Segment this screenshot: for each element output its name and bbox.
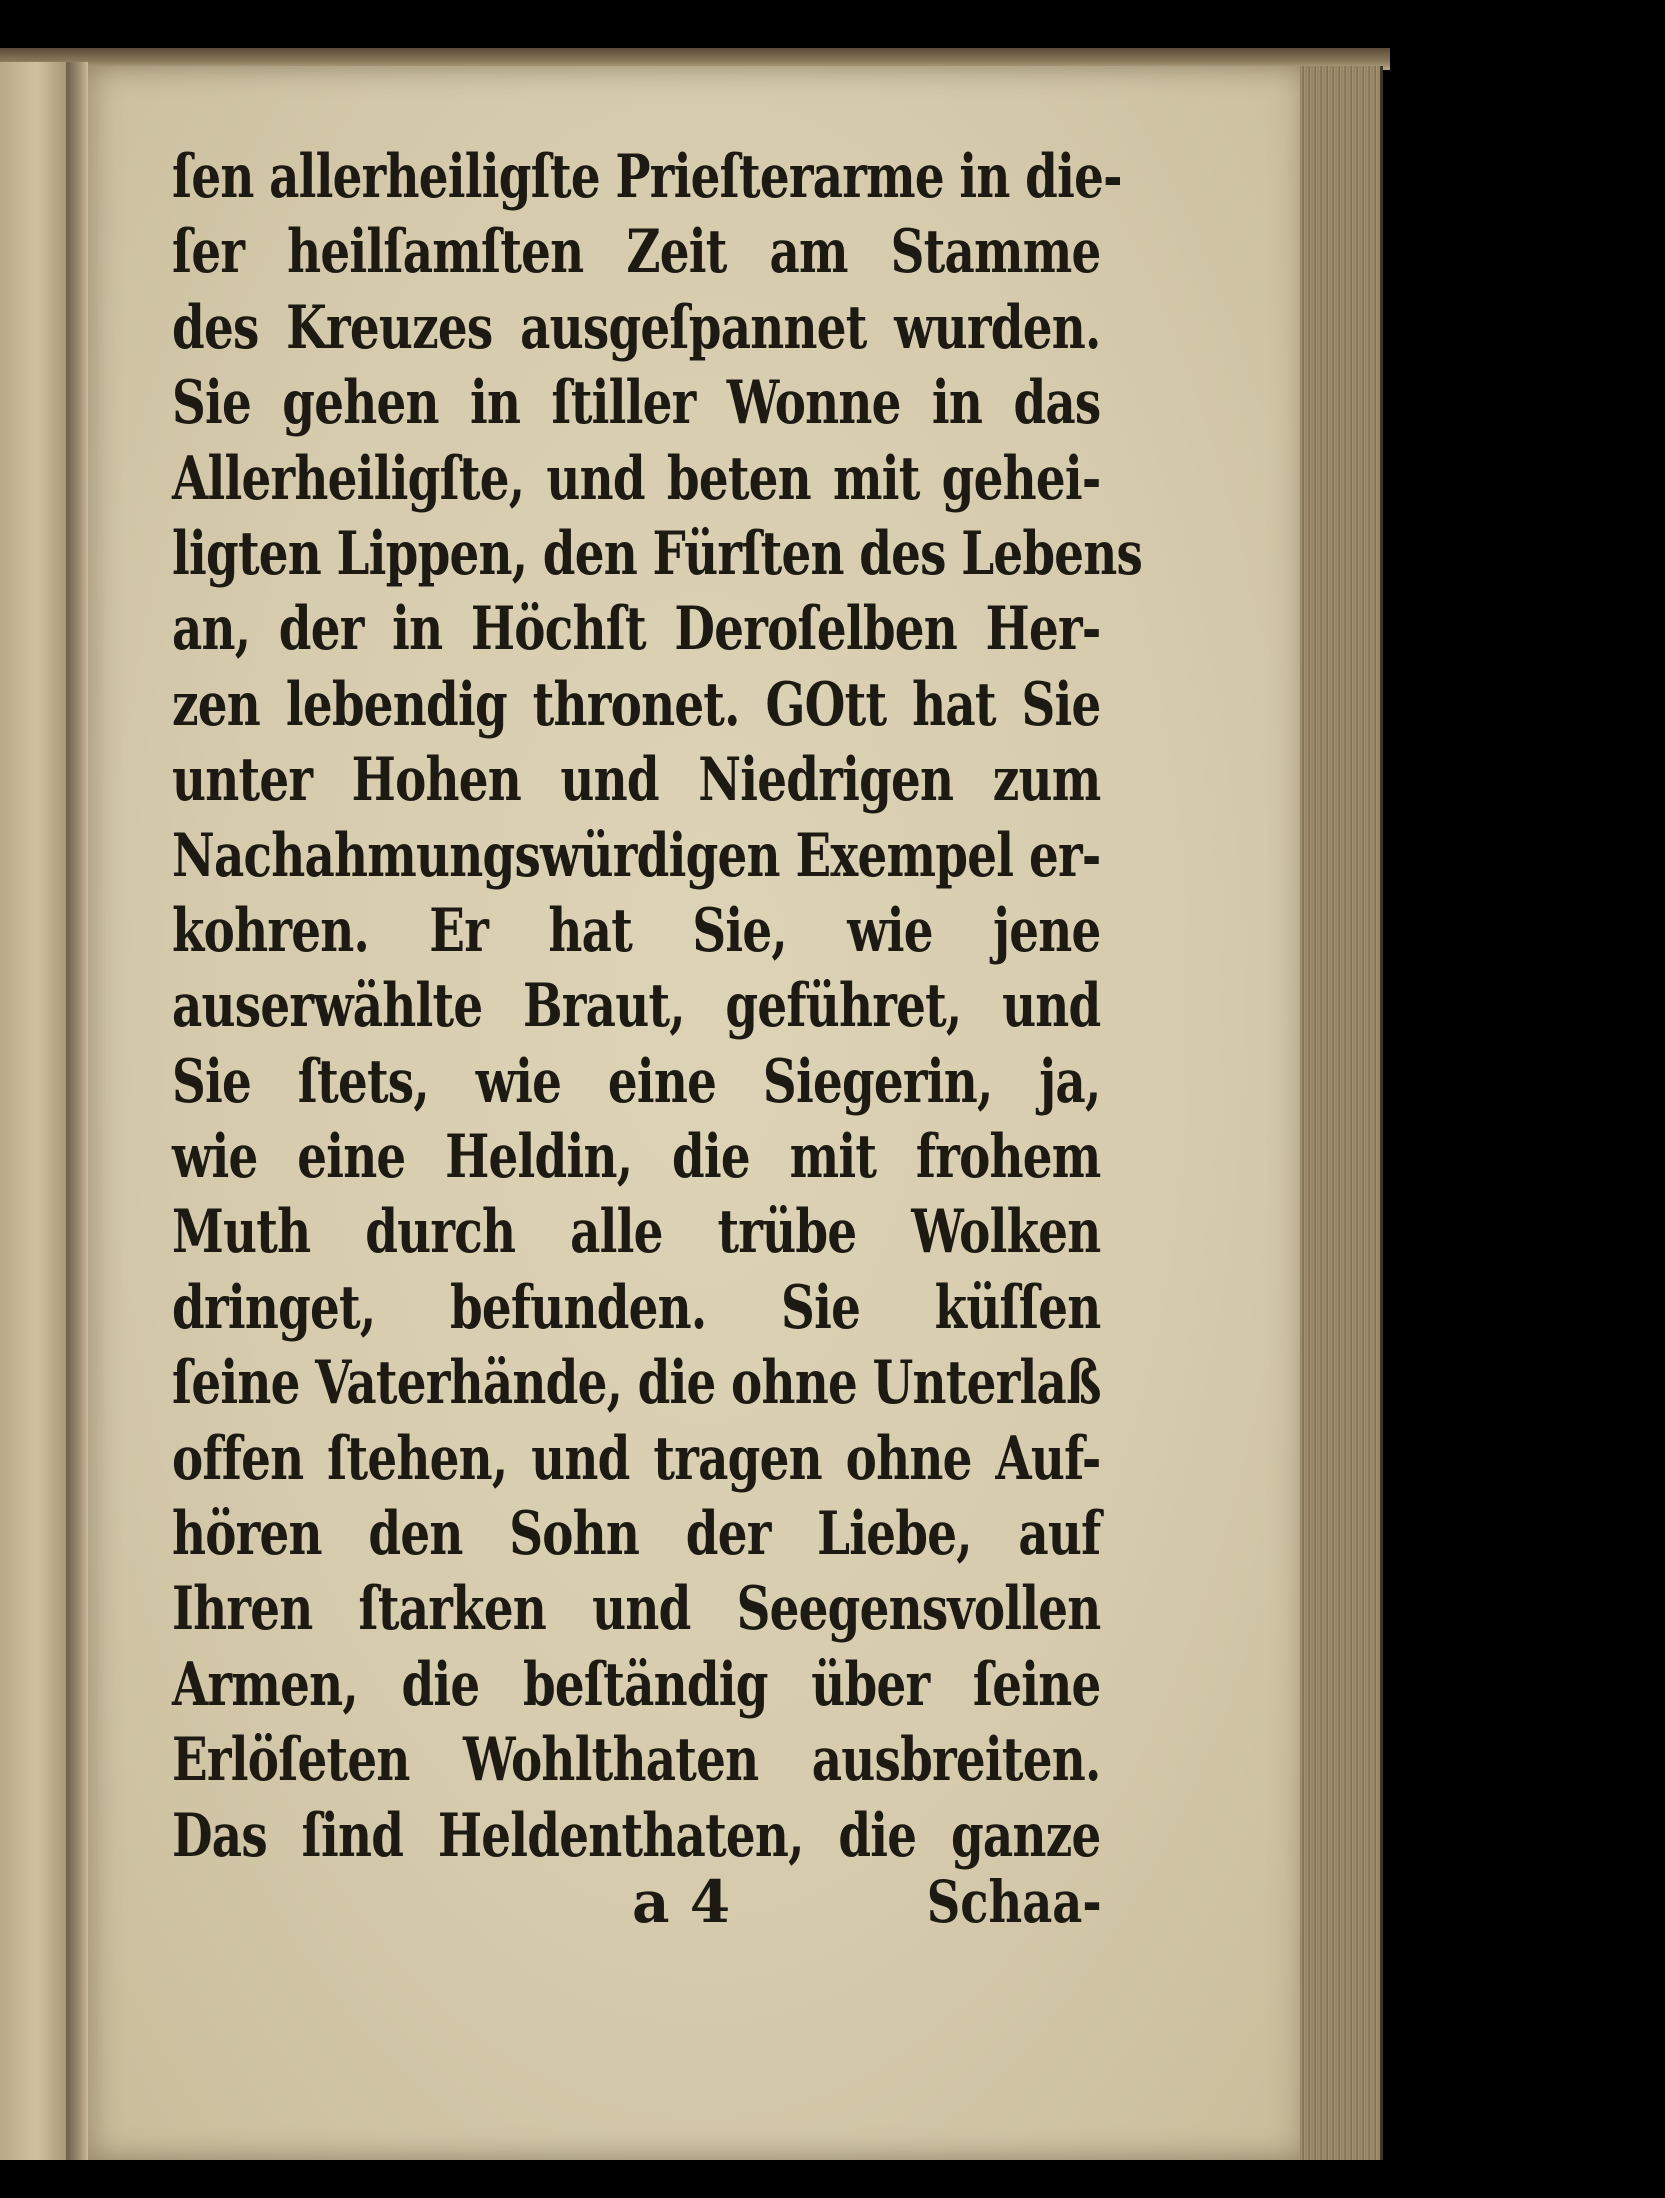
text-line: offen ſtehen, und tragen ohne Auf- [172, 1423, 1101, 1494]
text-line: dringet, befunden. Sie küſſen [172, 1272, 1101, 1343]
page-gutter [66, 62, 88, 2160]
text-line: Armen, die beſtändig über ſeine [172, 1649, 1101, 1720]
catchword: Schaa- [927, 1868, 1102, 1936]
previous-page-edge [0, 62, 68, 2160]
text-line: hören den Sohn der Liebe, auf [172, 1499, 1101, 1570]
text-line: auserwählte Braut, geführet, und [172, 971, 1101, 1042]
text-line: Allerheiligſte, und beten mit gehei- [172, 443, 1101, 514]
page-footer [172, 1862, 1102, 1942]
text-line: ligten Lippen, den Fürſten des Lebens [172, 518, 1143, 589]
text-line: wie eine Heldin, die mit frohem [172, 1122, 1101, 1193]
text-line: ſer heilſamſten Zeit am Stamme [172, 217, 1101, 288]
text-line: ſen allerheiligſte Prieſterarme in die- [172, 142, 1122, 212]
text-line: ſeine Vaterhände, die ohne Unterlaß [172, 1348, 1101, 1419]
signature-mark: a 4 [632, 1868, 731, 1936]
text-line: Ihren ſtarken und Seegensvollen [172, 1574, 1101, 1645]
text-line: Erlöſeten Wohlthaten ausbreiten. [172, 1725, 1101, 1796]
text-line: Sie ſtets, wie eine Siegerin, ja, [172, 1046, 1101, 1117]
text-line: kohren. Er hat Sie, wie jene [172, 895, 1101, 966]
text-line: Das ſind Heldenthaten, die ganze [172, 1800, 1101, 1871]
text-line: zen lebendig thronet. GOtt hat Sie [172, 669, 1101, 740]
text-line: Nachahmungswürdigen Exempel er- [172, 820, 1101, 891]
text-line: Muth durch alle trübe Wolken [172, 1197, 1101, 1268]
page-text [172, 140, 1143, 1874]
text-line: des Kreuzes ausgeſpannet wurden. [172, 292, 1101, 363]
text-line: an, der in Höchſt Deroſelben Her- [172, 594, 1101, 665]
text-line: unter Hohen und Niedrigen zum [172, 745, 1101, 816]
page-stack-edges [1300, 66, 1383, 2160]
text-line: Sie gehen in ſtiller Wonne in das [172, 368, 1101, 439]
